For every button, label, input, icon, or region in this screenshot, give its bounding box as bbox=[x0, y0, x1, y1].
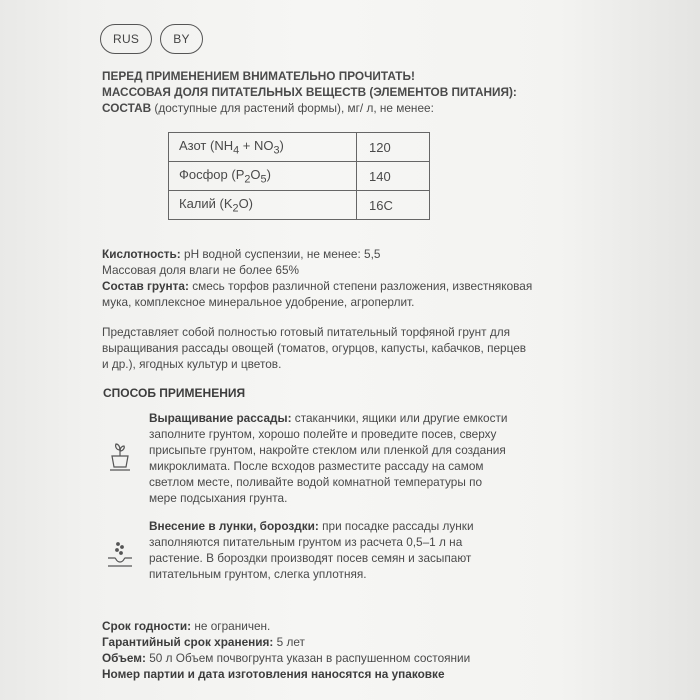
nutrient-table bbox=[168, 132, 430, 220]
nutrient-value: 16С bbox=[357, 191, 430, 220]
seeds-soil-icon bbox=[106, 540, 134, 573]
heading-line-1: ПЕРЕД ПРИМЕНЕНИЕМ ВНИМАТЕЛЬНО ПРОЧИТАТЬ! bbox=[102, 69, 415, 83]
language-badges bbox=[100, 24, 203, 54]
step-furrows: Внесение в лунки, бороздки: при посадке рассады лунки заполняются питательным грунтом из расчета 0,5–1 л на растение. В бороздки производят посев семян и засыпают питательным грунтом, слегка уплотняя. bbox=[149, 519, 474, 581]
moisture-line: Массовая доля влаги не более 65% bbox=[102, 263, 300, 277]
table-row bbox=[169, 133, 430, 162]
storage-info bbox=[102, 618, 482, 682]
volume: Объем: 50 л Объем почвогрунта указан в распушенном состоянии bbox=[102, 651, 471, 665]
nutrient-name: Калий $(K_2O)$ bbox=[169, 191, 357, 220]
batch-info: Номер партии и дата изготовления наносятся на упаковке bbox=[102, 667, 445, 681]
storage-term: Гарантийный срок хранения: 5 лет bbox=[102, 635, 305, 649]
heading-line-3 bbox=[102, 100, 532, 116]
seedling-pot-icon bbox=[108, 442, 132, 477]
properties bbox=[102, 246, 542, 310]
soil-composition: Состав грунта: смесь торфов различной степени разложения, известняковая мука, комплексное минеральное удобрение, агроперлит. bbox=[102, 279, 533, 309]
table-row bbox=[169, 191, 430, 220]
table-row bbox=[169, 162, 430, 191]
composition-label: СОСТАВ bbox=[102, 101, 152, 115]
step-seedlings: Выращивание рассады: стаканчики, ящики или другие емкости заполните грунтом, хорошо полейте и проведите посев, сверху присыпьте грунтом, накройте стеклом или пленкой для создания микроклимата. После всходов разместите рассаду на самом светлом месте, поливайте водой комнатной температуры по мере подсыхания грунта. bbox=[149, 411, 508, 505]
badge-by: BY bbox=[160, 24, 203, 54]
heading-line-2: МАССОВАЯ ДОЛЯ ПИТАТЕЛЬНЫХ ВЕЩЕСТВ (ЭЛЕМЕНТОВ ПИТАНИЯ): bbox=[102, 85, 517, 99]
nutrient-value: 120 bbox=[357, 133, 430, 162]
product-description: Представляет собой полностью готовый питательный торфяной грунт для выращивания рассады овощей (томатов, огурцов, капусты, кабачков, перцев и др.), ягодных культур и цветов. bbox=[102, 325, 527, 371]
nutrient-value: 140 bbox=[357, 162, 430, 191]
warning-heading bbox=[102, 68, 532, 116]
method-title: СПОСОБ ПРИМЕНЕНИЯ bbox=[103, 386, 246, 400]
badge-rus: RUS bbox=[100, 24, 152, 54]
shelf-life: Срок годности: не ограничен. bbox=[102, 619, 271, 633]
nutrient-name: Фосфор $(P_2O_5)$ bbox=[169, 162, 357, 191]
acidity-line: Кислотность: pH водной суспензии, не менее: 5,5 bbox=[102, 247, 381, 261]
composition-note: (доступные для растений формы), мг/ л, не менее: bbox=[151, 101, 434, 115]
nutrient-name: Азот $(NH_4 + NO_3)$ bbox=[169, 133, 357, 162]
